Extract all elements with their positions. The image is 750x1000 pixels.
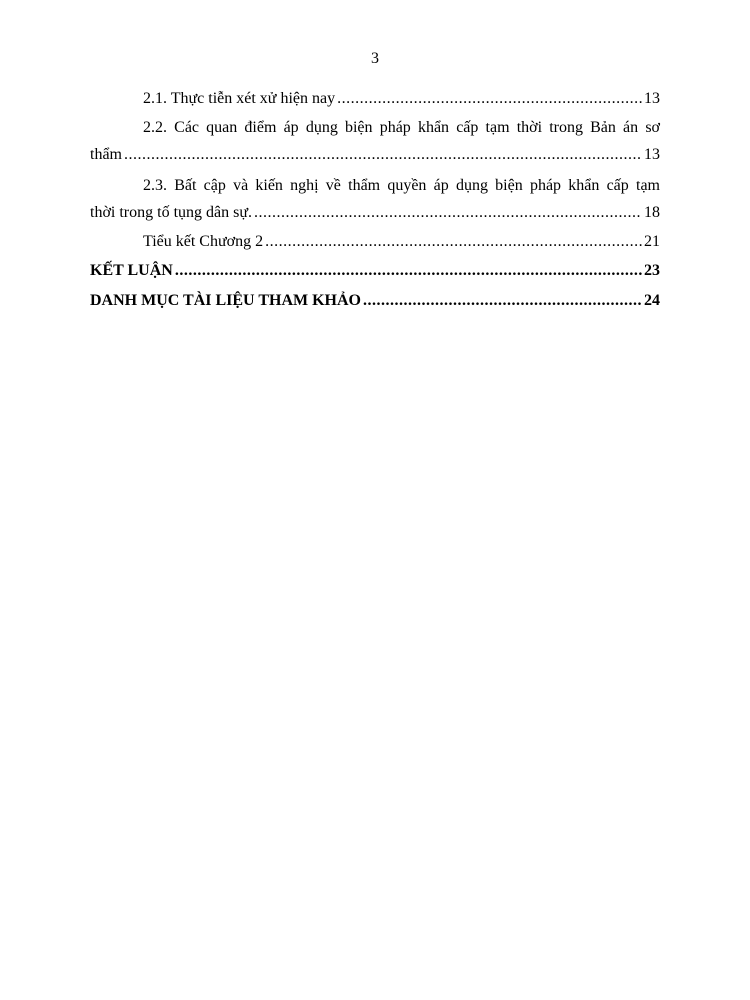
dot-leader <box>265 229 642 255</box>
toc-entry-title: Tiểu kết Chương 2 <box>143 233 264 250</box>
dot-leader <box>175 258 642 284</box>
dot-leader <box>254 200 642 226</box>
toc-entry-page: 13 <box>644 146 660 163</box>
toc-entry-title-line1: 2.3. Bất cập và kiến nghị về thẩm quyền áp dụng biện pháp khẩn cấp tạm <box>143 177 660 194</box>
toc-entry-references <box>90 288 660 314</box>
toc-entry-title-line1: 2.2. Các quan điểm áp dụng biện pháp khẩn cấp tạm thời trong Bản án sơ <box>143 119 660 136</box>
toc-entry-2-2 <box>90 114 660 168</box>
toc-entry-title-line2: thẩm <box>90 146 122 163</box>
toc-entry-2-1 <box>90 86 660 112</box>
toc-entry-title: DANH MỤC TÀI LIỆU THAM KHẢO <box>90 292 361 309</box>
page-number: 3 <box>371 50 379 67</box>
toc-entry-page: 13 <box>644 90 660 107</box>
toc-entry-page: 24 <box>644 292 660 309</box>
toc-entry-page: 18 <box>644 204 660 221</box>
dot-leader <box>363 288 642 314</box>
toc-entry-title-line2: thời trong tố tụng dân sự. <box>90 204 253 221</box>
toc-entry-2-3 <box>90 172 660 226</box>
toc-entry-title: 2.1. Thực tiễn xét xử hiện nay <box>143 90 336 107</box>
toc-entry-page: 23 <box>644 262 660 279</box>
dot-leader <box>124 142 642 168</box>
toc-entry-summary <box>90 229 660 255</box>
dot-leader <box>337 86 642 112</box>
toc-entry-conclusion <box>90 258 660 284</box>
toc-entry-page: 21 <box>644 233 660 250</box>
toc-entry-title: KẾT LUẬN <box>90 262 173 279</box>
